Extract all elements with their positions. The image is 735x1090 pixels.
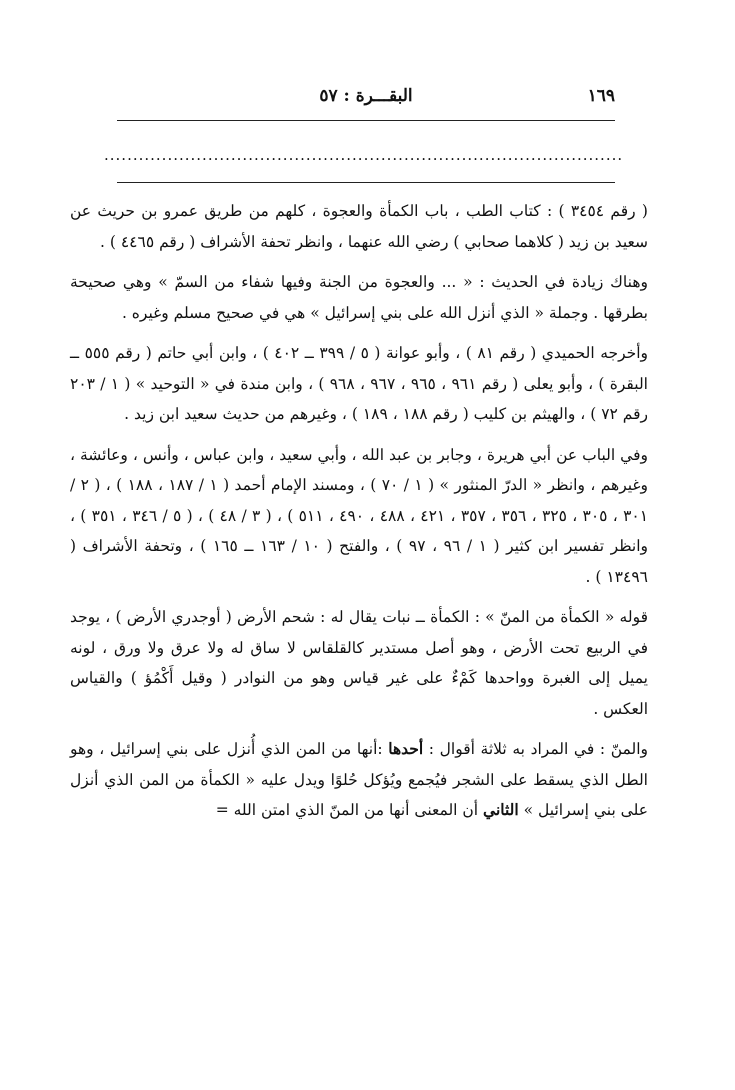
paragraph: ( رقم ٣٤٥٤ ) : كتاب الطب ، باب الكمأة والعجوة ، كلهم من طريق عمرو بن حريث عن سعيد بن زيد ( كلاهما صحابي ) رضي الله عنهما ، وانظر تحفة الأشراف ( رقم ٤٤٦٥ ) .	[70, 202, 648, 251]
footnote-rule	[117, 182, 615, 183]
paragraph: وأخرجه الحميدي ( رقم ٨١ ) ، وأبو عوانة ( ٥ / ٣٩٩ ــ ٤٠٢ ) ، وابن أبي حاتم ( رقم ٥٥٥ ــ البقرة ) ، وأبو يعلى ( رقم ٩٦١ ، ٩٦٥ ، ٩٦٧ ، ٩٦٨ ) ، وابن مندة في « التوحيد » ( ١ / ٢٠٣ رقم ٧٢ ) ، والهيثم بن كليب ( رقم ١٨٨ ، ١٨٩ ) ، وغيرهم من حديث سعيد ابن زيد .	[70, 344, 649, 423]
paragraph: قوله « الكمأة من المنّ » : الكمأة ــ نبات يقال له : شحم الأرض ( أوجدري الأرض ) ، يوجد في الربيع تحت الأرض ، وهو أصل مستدير كالقلقاس لا ساق له ولا عرق ولا ورق ، لونه يميل إلى الغبرة وواحدها كَمْءٌ على غير قياس وهو من النوادر ( وقيل أَكْمُؤ ) والقياس العكس .	[70, 608, 648, 718]
text-run: :أنها من المن الذي أُنزل على بني إسرائيل ، وهو الطل الذي يسقط على الشجر فيُجمع ويُؤكل حُلوًا ويدل عليه « الكمأة من المن الذي أنزل على بني إسرائيل »	[70, 740, 648, 819]
bold-term: أحدها	[388, 739, 424, 758]
page-number: ١٦٩	[587, 86, 615, 106]
footnote-body	[70, 196, 648, 836]
paragraph-final	[70, 734, 648, 826]
chapter-title: البقـــرة : ٥٧	[319, 86, 413, 106]
dotted-separator: ..........................................................................................	[104, 146, 624, 164]
text-run: أن المعنى أنها من المنّ الذي امتن الله =	[215, 801, 484, 819]
page-header	[117, 86, 615, 112]
header-rule	[117, 120, 615, 121]
paragraph: وهناك زيادة في الحديث : « ... والعجوة من الجنة وفيها شفاء من السمّ » وهي صحيحة بطرقها . وجملة « الذي أنزل الله على بني إسرائيل » هي في صحيح مسلم وغيره .	[70, 273, 648, 322]
bold-term: الثاني	[483, 800, 519, 819]
text-run: والمنّ : في المراد به ثلاثة أقوال :	[423, 740, 648, 758]
paragraph: وفي الباب عن أبي هريرة ، وجابر بن عبد الله ، وأبي سعيد ، وابن عباس ، وأنس ، وعائشة ، وغيرهم ، وانظر « الدرّ المنثور » ( ١ / ٧٠ ) ، ومسند الإمام أحمد ( ١ / ١٨٧ ، ١٨٨ ) ، ( ٢ / ٣٠١ ، ٣٠٥ ، ٣٢٥ ، ٣٥٦ ، ٣٥٧ ، ٤٢١ ، ٤٨٨ ، ٤٩٠ ، ٥١١ ) ، ( ٣ / ٤٨ ) ، ( ٥ / ٣٤٦ ، ٣٥١ ) ، وانظر تفسير ابن كثير ( ١ / ٩٦ ، ٩٧ ) ، والفتح ( ١٠ / ١٦٣ ــ ١٦٥ ) ، وتحفة الأشراف ( ١٣٤٩٦ ) .	[70, 445, 649, 586]
